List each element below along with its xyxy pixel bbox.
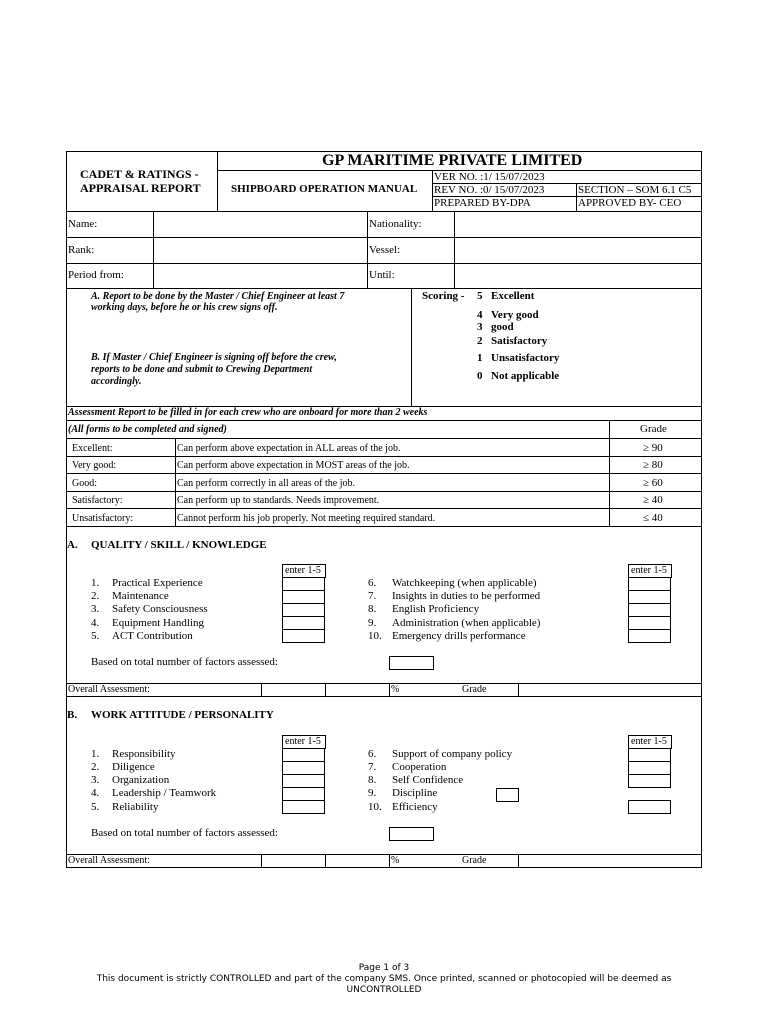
overall-assessment-input[interactable] [262,855,388,867]
factor-label: ACT Contribution [112,630,193,642]
scoring-text-1: Unsatisfactory [491,352,560,364]
score-input[interactable] [282,800,325,814]
enter-score-header [628,735,672,749]
score-input[interactable] [628,629,671,643]
score-input[interactable] [496,788,519,802]
score-input[interactable] [628,577,671,591]
overall-assessment-label: Overall Assessment: [68,684,150,695]
nationality-field[interactable] [455,213,701,237]
grade-row-value: ≥ 40 [643,494,663,506]
overall-assessment-label: Overall Assessment: [68,855,150,866]
factor-number: 1. [91,748,100,760]
enter-score-label: enter 1-5 [631,565,667,576]
rank-field[interactable] [154,238,366,262]
note-b-line3: accordingly. [91,376,142,387]
name-label: Name: [68,218,98,230]
assessment-instruction-2: (All forms to be completed and signed) [68,424,227,435]
factor-number: 5. [91,630,100,642]
score-input[interactable] [282,629,325,643]
factor-label: Insights in duties to be performed [392,590,541,602]
factor-label: Watchkeeping (when applicable) [392,577,537,589]
note-a-line1: A. Report to be done by the Master / Chief Engineer at least 7 [91,291,345,302]
until-label: Until: [369,269,395,281]
factor-number: 3. [91,774,100,786]
factor-number: 8. [368,774,377,786]
score-input[interactable] [282,590,325,604]
factor-label: Support of company policy [392,748,513,760]
factor-number: 9. [368,617,377,629]
score-input[interactable] [282,761,325,775]
grade-row-value: ≥ 80 [643,459,663,471]
company-name: GP MARITIME PRIVATE LIMITED [322,152,583,169]
scoring-num-2: 2 [477,335,483,347]
score-input[interactable] [282,787,325,801]
note-b-line2: reports to be done and submit to Crewing Department [91,364,313,375]
prepared-by: PREPARED BY-DPA [434,197,531,209]
score-input[interactable] [282,774,325,788]
factors-assessed-label: Based on total number of factors assessed: [91,656,278,668]
score-input[interactable] [282,577,325,591]
scoring-text-2: Satisfactory [491,335,548,347]
section-code: SECTION – SOM 6.1 C5 [578,184,692,196]
footer-control-notice-2: UNCONTROLLED [346,985,422,995]
score-input[interactable] [628,774,671,788]
factor-number: 10. [368,801,382,813]
section-a-title: QUALITY / SKILL / KNOWLEDGE [91,539,267,551]
assessment-instruction: Assessment Report to be filled in for each crew who are onboard for more than 2 weeks [68,407,428,418]
scoring-text-0: Not applicable [491,370,560,382]
grade-input[interactable] [519,855,701,867]
manual-name: SHIPBOARD OPERATION MANUAL [231,183,418,195]
grade-row-label: Excellent: [72,443,113,454]
factor-label: Discipline [392,787,438,799]
factor-label: Efficiency [392,801,438,813]
factor-number: 10. [368,630,382,642]
page-number: Page 1 of 3 [358,963,410,973]
grade-row-label: Unsatisfactory: [72,513,134,524]
scoring-text-4: Very good [491,309,539,321]
score-input[interactable] [282,603,325,617]
factor-label: Self Confidence [392,774,464,786]
enter-score-header [282,735,326,749]
note-b-line1: B. If Master / Chief Engineer is signing off before the crew, [91,352,337,363]
scoring-num-4: 4 [477,309,483,321]
grade-row-desc: Can perform correctly in all areas of the job. [177,478,355,489]
factor-number: 9. [368,787,377,799]
scoring-text-5: Excellent [491,290,535,302]
approved-by: APPROVED BY- CEO [578,197,682,209]
factors-assessed-input[interactable] [389,827,434,841]
factor-label: Maintenance [112,590,169,602]
header-divider [217,151,218,212]
vessel-label: Vessel: [369,244,401,256]
factor-number: 6. [368,748,377,760]
section-b-letter: B. [67,709,78,721]
grade-row-label: Good: [72,478,97,489]
section-b-title: WORK ATTITUDE / PERSONALITY [91,709,274,721]
revision-number: REV NO. :0/ 15/07/2023 [434,184,545,196]
factor-label: Cooperation [392,761,447,773]
enter-score-label: enter 1-5 [285,736,321,747]
grade-row-desc: Can perform above expectation in MOST areas of the job. [177,460,410,471]
factor-label: Leadership / Teamwork [112,787,217,799]
grade-label: Grade [462,684,487,695]
score-input[interactable] [628,603,671,617]
factor-label: Emergency drills performance [392,630,526,642]
score-input[interactable] [282,748,325,762]
period-from-label: Period from: [68,269,124,281]
enter-score-label: enter 1-5 [285,565,321,576]
scoring-num-3: 3 [477,321,483,333]
enter-score-header [628,564,672,578]
score-input[interactable] [628,748,671,762]
factor-label: Organization [112,774,170,786]
note-a-line2: working days, before he or his crew signs off. [91,302,278,313]
scoring-num-5: 5 [477,290,483,302]
factor-label: Equipment Handling [112,617,204,629]
grade-row-desc: Cannot perform his job properly. Not meeting required standard. [177,513,436,524]
score-input[interactable] [628,616,671,630]
factor-number: 7. [368,590,377,602]
factor-number: 3. [91,603,100,615]
factor-number: 4. [91,617,100,629]
vessel-field[interactable] [455,238,701,262]
grade-row-value: ≥ 60 [643,477,663,489]
scoring-text-3: good [491,321,514,333]
scoring-label: Scoring - [422,290,465,302]
factor-number: 2. [91,590,100,602]
grade-row-value: ≤ 40 [643,512,663,524]
report-title-line2: APPRAISAL REPORT [80,181,201,195]
score-input[interactable] [628,590,671,604]
factor-number: 1. [91,577,100,589]
grade-header: Grade [640,423,667,435]
grade-row-value: ≥ 90 [643,442,663,454]
factor-label: Safety Consciousness [112,603,208,615]
grade-row-desc: Can perform up to standards. Needs improvement. [177,495,380,506]
grade-row-label: Very good: [72,460,117,471]
factors-assessed-input[interactable] [389,656,434,670]
rank-label: Rank: [68,244,95,256]
factor-number: 5. [91,801,100,813]
until-field[interactable] [455,264,701,288]
scoring-num-0: 0 [477,370,483,382]
score-input[interactable] [628,800,671,814]
factor-number: 7. [368,761,377,773]
factor-number: 2. [91,761,100,773]
score-input[interactable] [628,761,671,775]
report-title-line1: CADET & RATINGS - [80,167,199,181]
version-number: VER NO. :1/ 15/07/2023 [434,171,545,183]
percent-label: % [391,855,400,866]
name-field[interactable] [154,213,366,237]
score-input[interactable] [282,616,325,630]
factor-label: Responsibility [112,748,176,760]
percent-label: % [391,684,400,695]
overall-assessment-input[interactable] [262,684,388,696]
grade-row-label: Satisfactory: [72,495,123,506]
grade-input[interactable] [519,684,701,696]
factor-label: English Proficiency [392,603,480,615]
grade-label: Grade [462,855,487,866]
factor-label: Reliability [112,801,159,813]
factor-number: 8. [368,603,377,615]
grade-row-desc: Can perform above expectation in ALL areas of the job. [177,443,401,454]
enter-score-header [282,564,326,578]
factors-assessed-label: Based on total number of factors assessed: [91,827,278,839]
period-from-field[interactable] [154,264,366,288]
scoring-num-1: 1 [477,352,483,364]
factor-label: Practical Experience [112,577,203,589]
factor-label: Diligence [112,761,155,773]
enter-score-label: enter 1-5 [631,736,667,747]
factor-number: 4. [91,787,100,799]
factor-number: 6. [368,577,377,589]
factor-label: Administration (when applicable) [392,617,541,629]
section-a-letter: A. [67,539,78,551]
footer-control-notice: This document is strictly CONTROLLED and part of the company SMS. Once printed, scanned or photocopied will be deemed as [96,974,672,984]
nationality-label: Nationality: [369,218,422,230]
